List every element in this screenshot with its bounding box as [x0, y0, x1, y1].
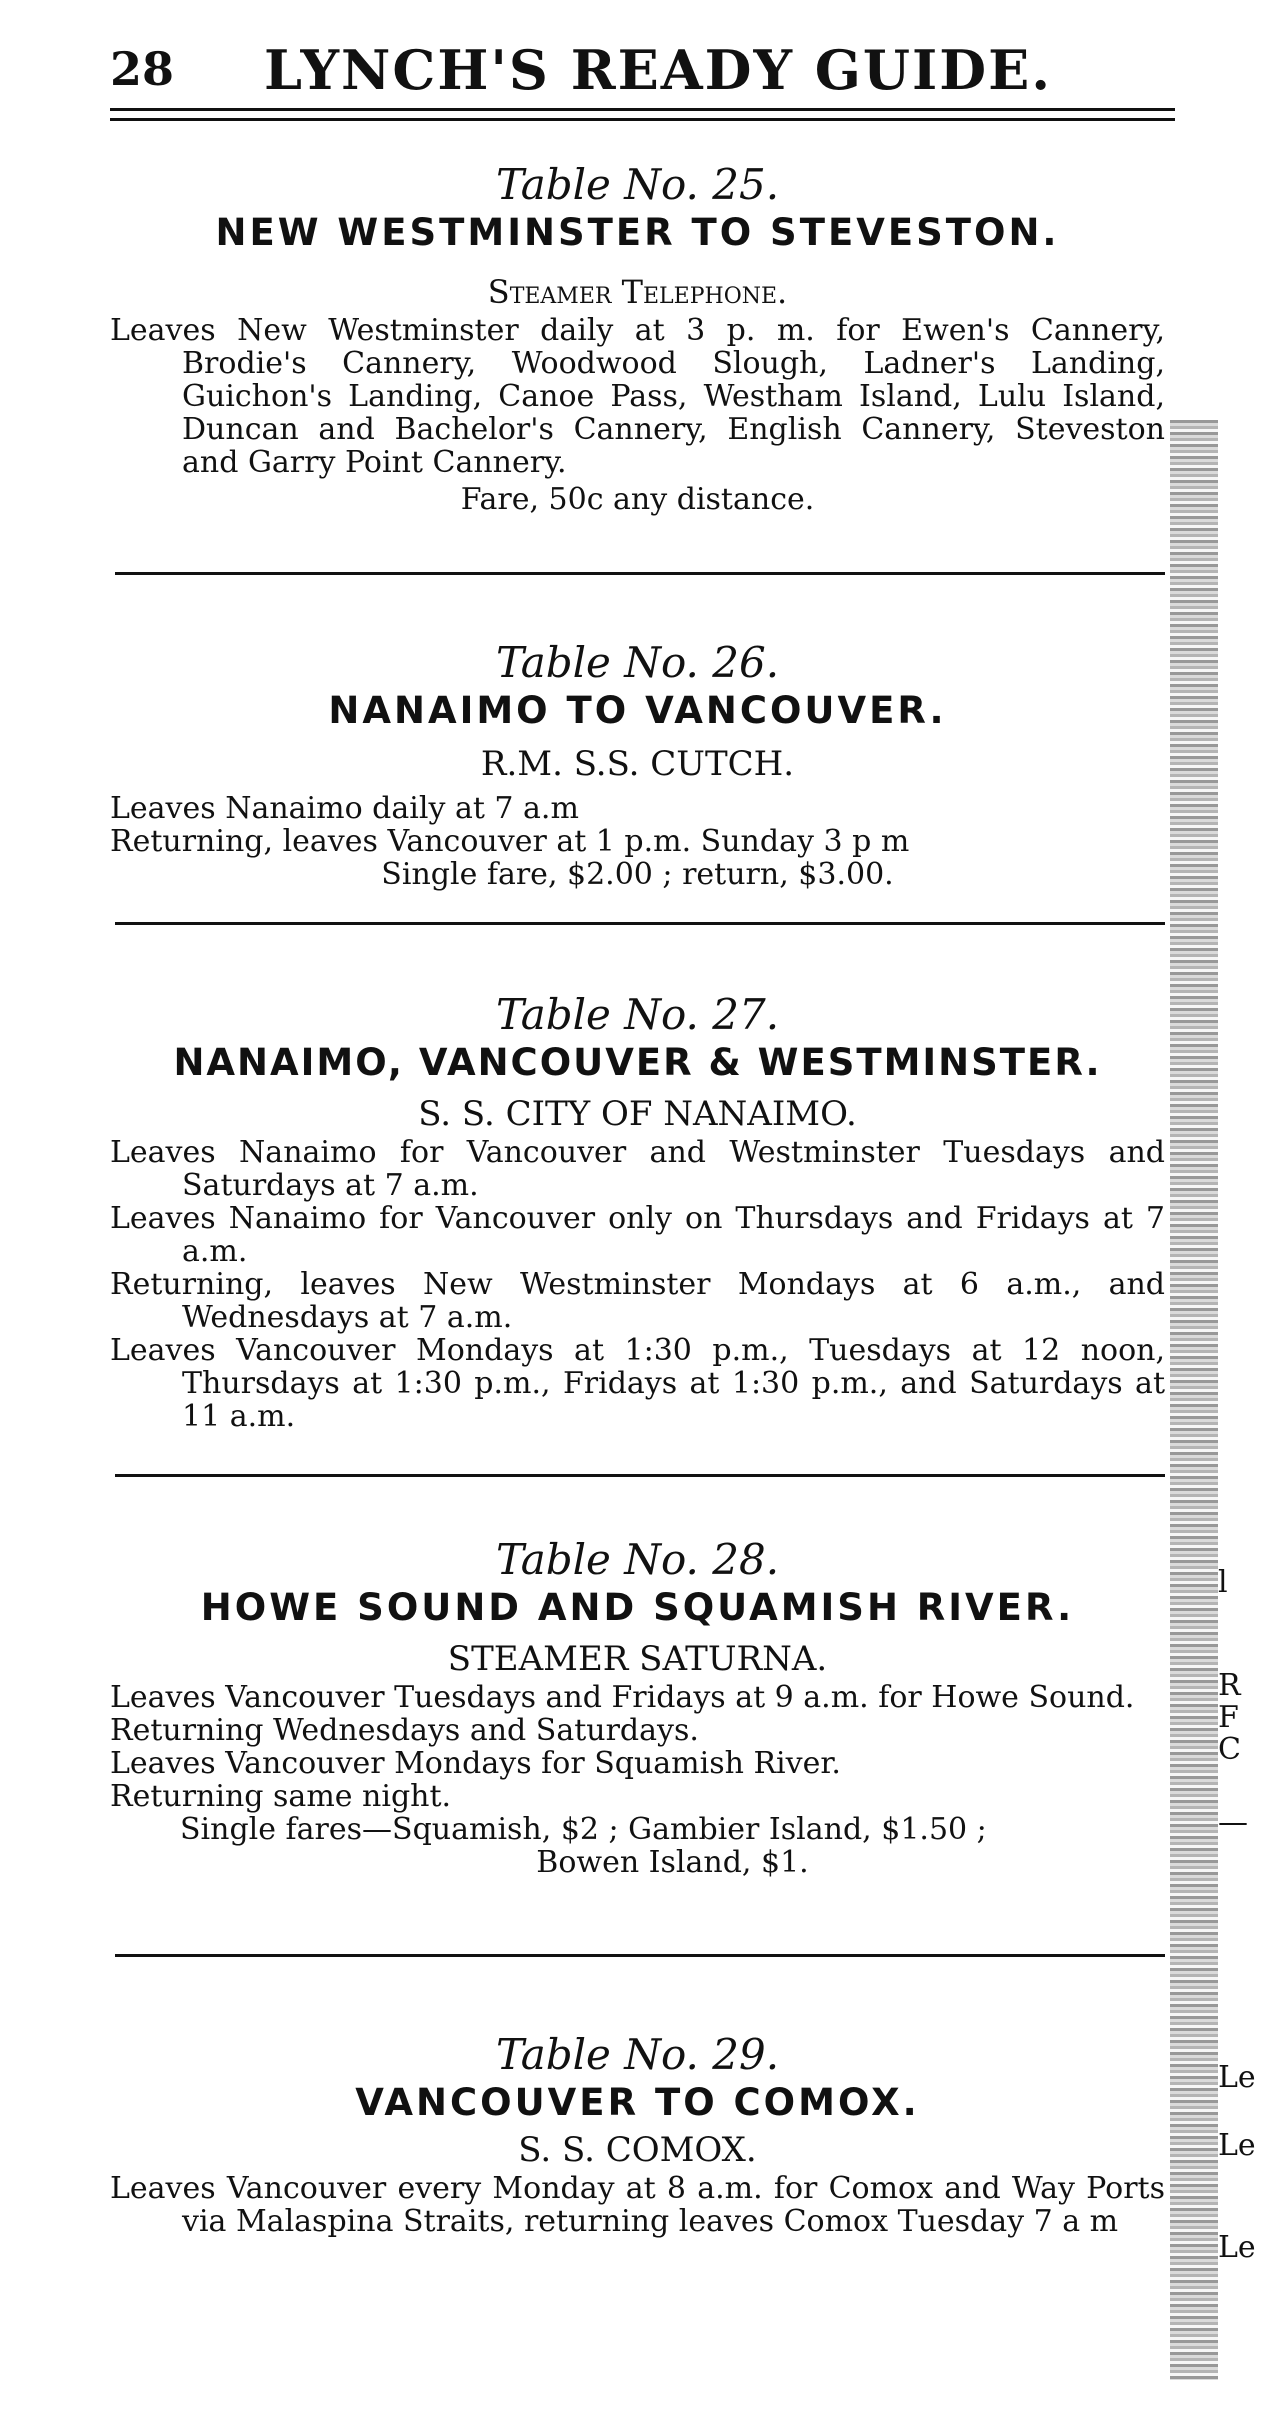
- edge-fragment: Le: [1218, 2230, 1256, 2265]
- vessel-name: R.M. S.S. CUTCH.: [480, 744, 795, 784]
- schedule-line: Leaves Vancouver Tuesdays and Fridays at 9 a.m. for Howe Sound.: [110, 1680, 1135, 1715]
- vessel-name: Steamer Telephone.: [487, 273, 788, 311]
- schedule-line: Leaves Vancouver every Monday at 8 a.m. for Comox and Way Ports via Malaspina Straits, returning leaves Comox Tuesday 7 a m: [110, 2171, 1165, 2239]
- fare-block: [110, 1813, 1165, 1879]
- edge-fragment: Le: [1218, 2128, 1256, 2163]
- vessel-name: S. S. COMOX.: [518, 2130, 757, 2170]
- route-heading: VANCOUVER TO COMOX.: [355, 2081, 920, 2124]
- table-26: [110, 638, 1165, 891]
- schedule-line: Leaves New Westminster daily at 3 p. m. for Ewen's Cannery, Brodie's Cannery, Woodwood Slough, Ladner's Landing, Guichon's Landing, Canoe Pass, Westham Island, Lulu Island, Duncan and Bachelor's Cannery, English Cannery, Steveston and Garry Point Cannery.: [110, 313, 1165, 480]
- schedule-line: Returning, leaves New Westminster Mondays at 6 a.m., and Wednesdays at 7 a.m.: [110, 1267, 1165, 1335]
- running-title: LYNCH'S READY GUIDE.: [263, 38, 1053, 102]
- edge-fragment: l: [1218, 1565, 1228, 1600]
- schedule-line: Leaves Nanaimo for Vancouver and Westminster Tuesdays and Saturdays at 7 a.m.: [110, 1135, 1165, 1203]
- table-29: [110, 2030, 1165, 2238]
- edge-fragment: Le: [1218, 2060, 1256, 2095]
- page-number: 28: [110, 42, 175, 96]
- table-title: Table No. 27.: [495, 990, 780, 1039]
- table-title: Table No. 25.: [495, 160, 780, 209]
- schedule-line: Returning same night.: [110, 1779, 452, 1814]
- fare-line: Single fares—Squamish, $2 ; Gambier Island, $1.50 ;: [180, 1812, 987, 1847]
- table-title: Table No. 26.: [495, 638, 780, 687]
- header-rule-2: [110, 118, 1175, 121]
- route-heading: NANAIMO, VANCOUVER & WESTMINSTER.: [173, 1041, 1102, 1084]
- table-27: [110, 990, 1165, 1433]
- route-heading: NEW WESTMINSTER TO STEVESTON.: [215, 211, 1060, 254]
- schedule-line: Leaves Vancouver Mondays for Squamish River.: [110, 1746, 841, 1781]
- table-rule: [115, 572, 1165, 575]
- header-rule: [110, 108, 1175, 111]
- table-rule: [115, 922, 1165, 925]
- fare-line: Bowen Island, $1.: [536, 1845, 809, 1880]
- table-28: [110, 1535, 1165, 1879]
- page-edge-shadow: [1170, 420, 1218, 2380]
- schedule-line: Leaves Nanaimo for Vancouver only on Thursdays and Fridays at 7 a.m.: [110, 1201, 1165, 1269]
- fare-line: Fare, 50c any distance.: [460, 482, 815, 517]
- table-rule: [115, 1954, 1165, 1957]
- edge-fragment: F: [1218, 1700, 1239, 1735]
- schedule-line: Returning, leaves Vancouver at 1 p.m. Sunday 3 p m: [110, 824, 910, 859]
- vessel-name: S. S. CITY OF NANAIMO.: [418, 1094, 857, 1134]
- route-heading: NANAIMO TO VANCOUVER.: [328, 689, 947, 732]
- vessel-name: STEAMER SATURNA.: [447, 1639, 828, 1679]
- edge-fragment: C: [1218, 1732, 1241, 1767]
- schedule-line: Returning Wednesdays and Saturdays.: [110, 1713, 699, 1748]
- schedule-line: Leaves Vancouver Mondays at 1:30 p.m., Tuesdays at 12 noon, Thursdays at 1:30 p.m., Fridays at 1:30 p.m., and Saturdays at 11 a.m.: [110, 1333, 1165, 1434]
- fare-line: Single fare, $2.00 ; return, $3.00.: [381, 857, 894, 892]
- table-rule: [115, 1474, 1165, 1477]
- table-title: Table No. 28.: [495, 1535, 780, 1584]
- edge-fragment: R: [1218, 1668, 1241, 1703]
- table-title: Table No. 29.: [495, 2030, 780, 2079]
- route-heading: HOWE SOUND AND SQUAMISH RIVER.: [200, 1586, 1075, 1629]
- table-25: [110, 160, 1165, 516]
- schedule-line: Leaves Nanaimo daily at 7 a.m: [110, 791, 579, 826]
- edge-fragment: —: [1218, 1805, 1248, 1840]
